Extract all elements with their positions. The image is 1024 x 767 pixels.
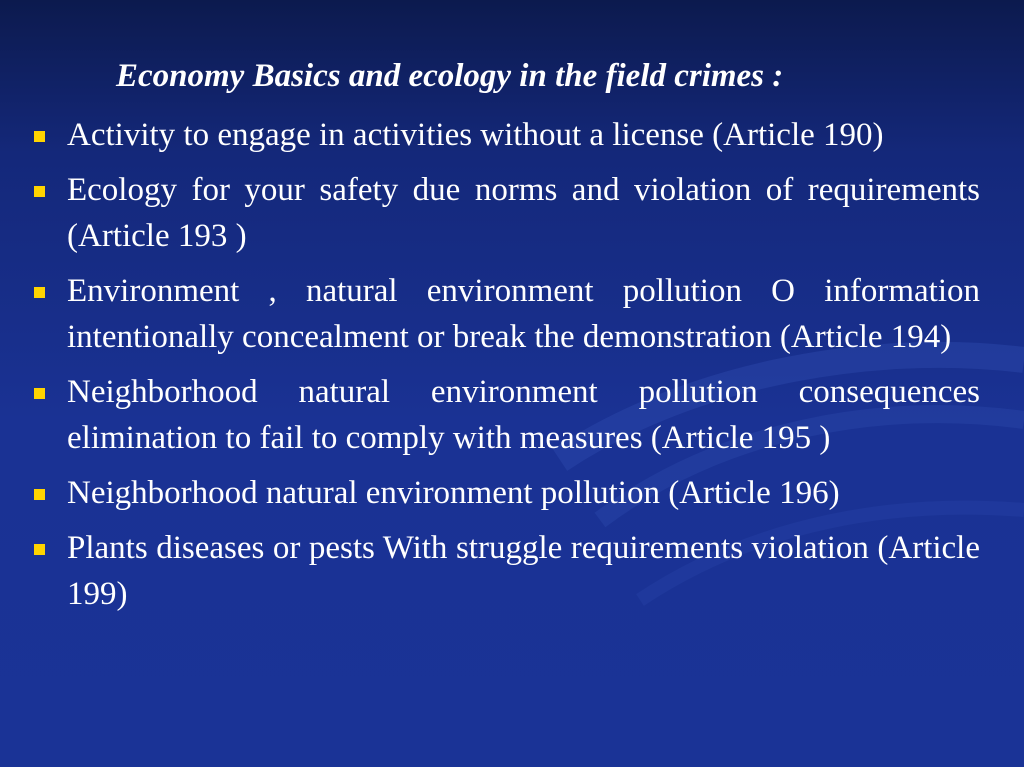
bullet-list xyxy=(34,112,980,626)
bullet-text: Ecology for your safety due norms and violation of requirements (Article 193 ) xyxy=(67,172,980,254)
square-bullet-icon xyxy=(34,388,45,399)
square-bullet-icon xyxy=(34,131,45,142)
list-item xyxy=(34,525,980,617)
bullet-text: Environment , natural environment pollution O information intentionally concealment or break the demonstration (Article 194) xyxy=(67,273,980,355)
bullet-text: Neighborhood natural environment pollution (Article 196) xyxy=(67,475,840,511)
square-bullet-icon xyxy=(34,287,45,298)
list-item xyxy=(34,167,980,259)
square-bullet-icon xyxy=(34,186,45,197)
list-item xyxy=(34,470,980,516)
bullet-text: Plants diseases or pests With struggle requirements violation (Article 199) xyxy=(67,530,980,612)
bullet-text: Activity to engage in activities without a license (Article 190) xyxy=(67,117,884,153)
list-item xyxy=(34,369,980,461)
slide-title: Economy Basics and ecology in the field crimes : xyxy=(116,58,784,94)
square-bullet-icon xyxy=(34,544,45,555)
list-item xyxy=(34,112,980,158)
square-bullet-icon xyxy=(34,489,45,500)
list-item xyxy=(34,268,980,360)
bullet-text: Neighborhood natural environment pollution consequences elimination to fail to comply with measures (Article 195 ) xyxy=(67,374,980,456)
